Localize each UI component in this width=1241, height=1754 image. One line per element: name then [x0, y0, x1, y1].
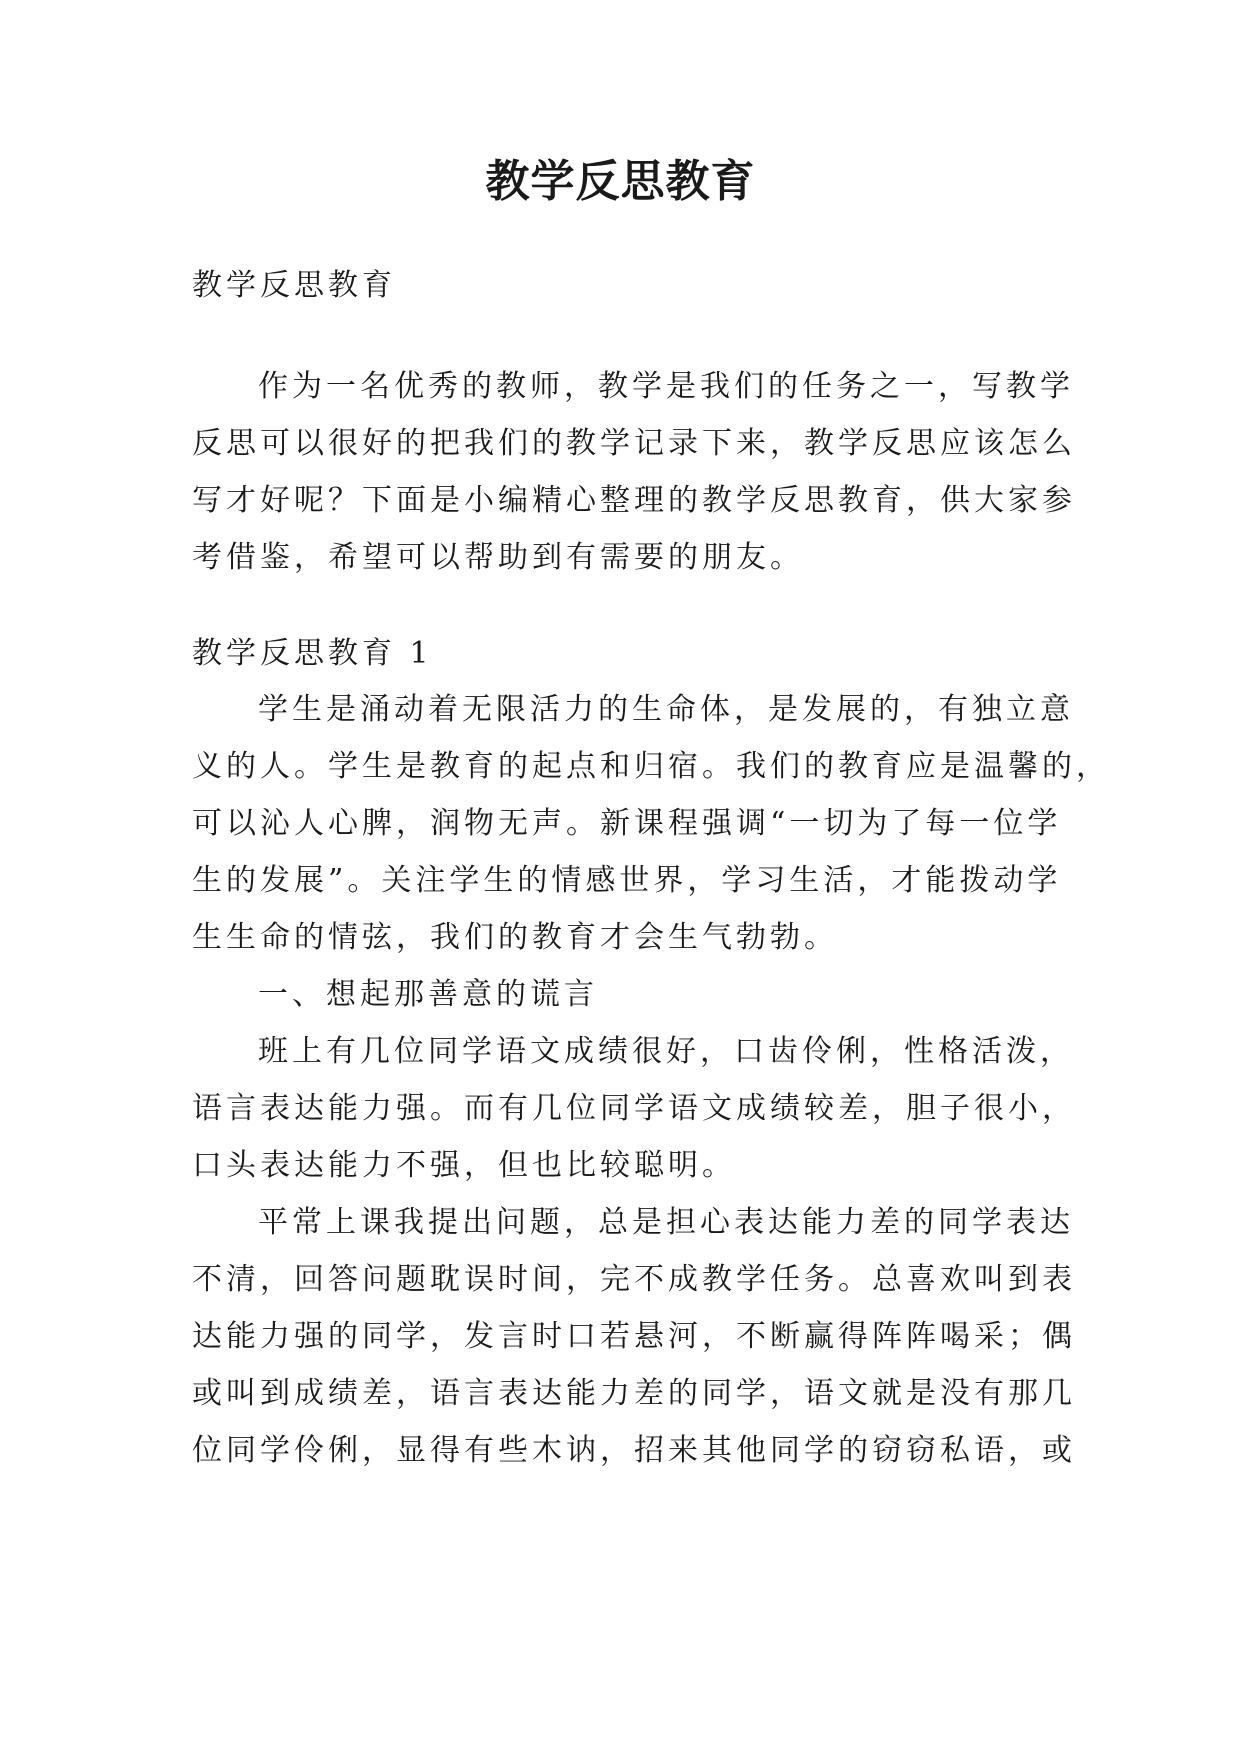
body-line: 学生是涌动着无限活力的生命体，是发展的，有独立意 — [258, 692, 1074, 727]
intro-line: 考借鉴，希望可以帮助到有需要的朋友。 — [192, 540, 804, 575]
body-line: 班上有几位同学语文成绩很好，口齿伶俐，性格活泼， — [258, 1034, 1074, 1069]
body-line: 语言表达能力强。而有几位同学语文成绩较差，胆子很小， — [192, 1091, 1076, 1126]
intro-line: 作为一名优秀的教师，教学是我们的任务之一，写教学 — [258, 369, 1074, 404]
section-heading: 教学反思教育 1 — [192, 636, 433, 671]
body-line: 生的发展”。关注学生的情感世界，学习生活，才能拨动学 — [192, 863, 1062, 898]
document-title: 教学反思教育 — [485, 156, 756, 207]
body-line: 可以沁人心脾，润物无声。新课程强调“一切为了每一位学 — [192, 806, 1062, 841]
body-line: 口头表达能力不强，但也比较聪明。 — [192, 1148, 736, 1183]
body-line: 义的人。学生是教育的起点和归宿。我们的教育应是温馨的， — [192, 749, 1110, 784]
body-line: 不清，回答问题耽误时间，完不成教学任务。总喜欢叫到表 — [192, 1262, 1076, 1297]
body-line: 生生命的情弦，我们的教育才会生气勃勃。 — [192, 920, 838, 955]
intro-line: 反思可以很好的把我们的教学记录下来，教学反思应该怎么 — [192, 426, 1076, 461]
body-line: 达能力强的同学，发言时口若悬河，不断赢得阵阵喝采；偶 — [192, 1319, 1076, 1354]
body-line: 位同学伶俐，显得有些木讷，招来其他同学的窃窃私语，或 — [192, 1433, 1076, 1468]
intro-line: 写才好呢？下面是小编精心整理的教学反思教育，供大家参 — [192, 483, 1076, 518]
document-subtitle: 教学反思教育 — [192, 268, 396, 303]
body-line: 平常上课我提出问题，总是担心表达能力差的同学表达 — [258, 1205, 1074, 1240]
body-line: 或叫到成绩差，语言表达能力差的同学，语文就是没有那几 — [192, 1376, 1076, 1411]
body-subheading: 一、想起那善意的谎言 — [258, 977, 598, 1012]
